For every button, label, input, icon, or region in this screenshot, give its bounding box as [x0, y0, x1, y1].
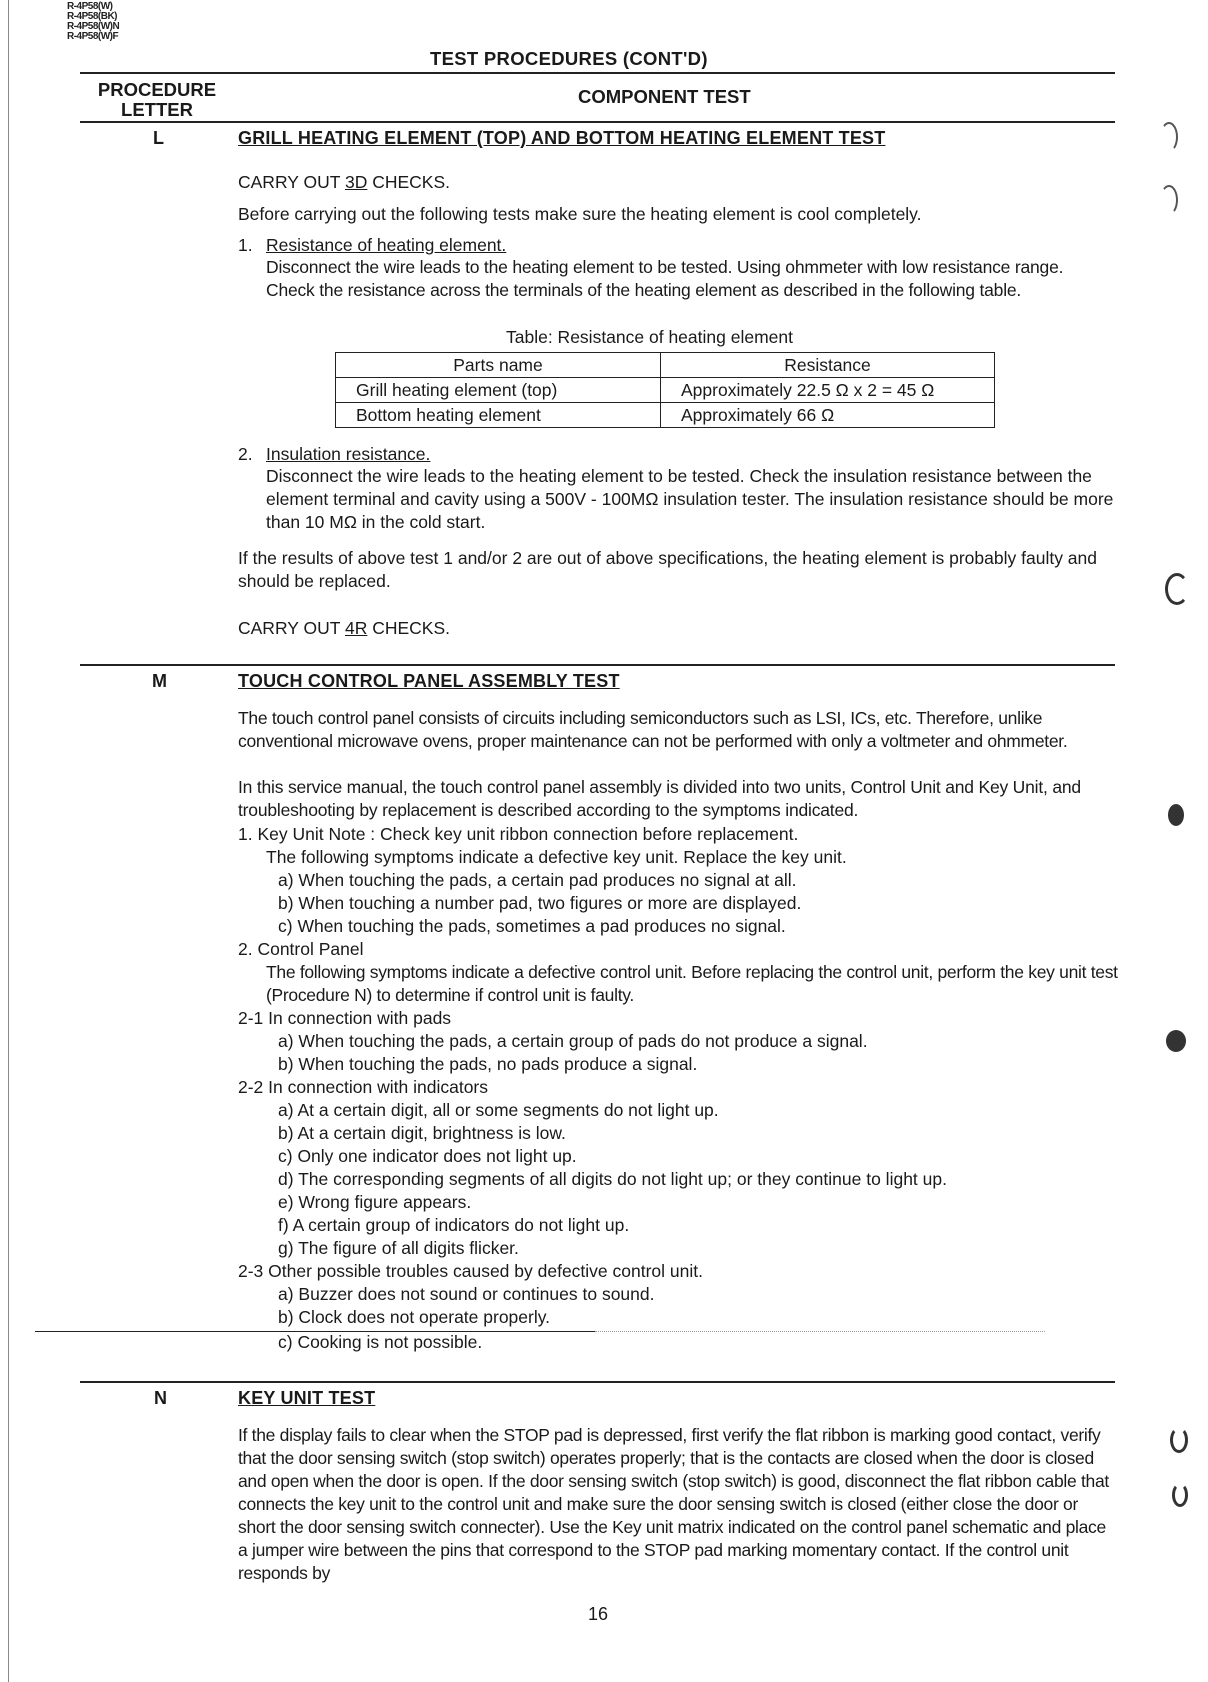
- section-m-para2: In this service manual, the touch control panel assembly is divided into two units, Control Unit and Key Unit, and troubleshooting by replacement is described according to the symptoms indicated.: [238, 777, 1081, 820]
- table-header-row: [336, 353, 995, 378]
- section-divider: [80, 664, 1115, 666]
- table-cell: Bottom heating element: [336, 403, 661, 428]
- section-m-letter: M: [152, 671, 167, 691]
- list-item: b) At a certain digit, brightness is low.: [278, 1123, 566, 1143]
- list-item: c) Only one indicator does not light up.: [278, 1146, 577, 1166]
- model-number: R-4P58(W)N: [67, 21, 120, 32]
- table-cell: Grill heating element (top): [336, 378, 661, 403]
- list-item: b) When touching a number pad, two figures or more are displayed.: [278, 893, 802, 913]
- binder-hole-mark: [1172, 1483, 1188, 1507]
- section-divider: [80, 1381, 1115, 1383]
- section-l-title: GRILL HEATING ELEMENT (TOP) AND BOTTOM HEATING ELEMENT TEST: [238, 128, 886, 148]
- page-title: TEST PROCEDURES (CONT'D): [430, 48, 708, 69]
- item2-body: Disconnect the wire leads to the heating element to be tested. Check the insulation resistance between the element terminal and cavity using a 500V - 100MΩ insulation tester. The insulation resistance should be more than 10 MΩ in the cold start.: [266, 466, 1114, 532]
- model-list: [67, 2, 119, 42]
- item-number: 1.: [238, 235, 253, 255]
- list-item: b) When touching the pads, no pads produce a signal.: [278, 1054, 698, 1074]
- list-item: g) The figure of all digits flicker.: [278, 1238, 519, 1258]
- list-item: a) At a certain digit, all or some segments do not light up.: [278, 1100, 719, 1120]
- resistance-table: [335, 352, 995, 428]
- item-number: 2.: [238, 444, 253, 464]
- list-item: b) Clock does not operate properly.: [278, 1307, 551, 1327]
- model-number: R-4P58(W)F: [67, 31, 119, 42]
- header-top-rule: [80, 72, 1115, 74]
- table-cell: Approximately 66 Ω: [661, 403, 995, 428]
- table-header-cell: Parts name: [336, 353, 661, 378]
- header-bottom-rule: [80, 121, 1115, 123]
- section-l-intro: Before carrying out the following tests make sure the heating element is cool completely.: [238, 204, 922, 224]
- section-n-title: KEY UNIT TEST: [238, 1388, 376, 1408]
- header-left-line1: PROCEDURE: [97, 79, 217, 100]
- model-number: R-4P58(W): [67, 1, 113, 12]
- item1-body: Disconnect the wire leads to the heating element to be tested. Using ohmmeter with low resistance range. Check the resistance across the terminals of the heating element as described in the following table.: [266, 257, 1064, 300]
- subsection-heading: 2-3 Other possible troubles caused by defective control unit.: [238, 1261, 703, 1281]
- control-panel-heading: 2. Control Panel: [238, 939, 364, 959]
- table-row: [336, 403, 995, 428]
- list-item: a) Buzzer does not sound or continues to sound.: [278, 1284, 655, 1304]
- list-item: d) The corresponding segments of all digits do not light up; or they continue to light up.: [278, 1169, 947, 1189]
- component-test-header: COMPONENT TEST: [578, 86, 751, 107]
- list-item: a) When touching the pads, a certain group of pads do not produce a signal.: [278, 1031, 868, 1051]
- section-n-body: If the display fails to clear when the STOP pad is depressed, first verify the flat ribbon is marking good contact, verify that the door sensing switch (stop switch) operates properly; that is the contacts are closed when the door is closed and open when the door is open. If the door sensing switch (stop switch) is good, disconnect the flat ribbon cable that connects the key unit to the control unit and make sure the door sensing switch is closed (either close the door or short the door sensing switch connecter). Use the Key unit matrix indicated on the control panel schematic and place a jumper wire between the pins that correspond to the STOP pad marking momentary contact. If the control unit responds by: [238, 1425, 1109, 1583]
- binder-hole-mark: [1170, 1427, 1188, 1453]
- page-number: 16: [588, 1604, 609, 1624]
- binder-hole-mark: [1168, 804, 1184, 826]
- control-panel-body: The following symptoms indicate a defective control unit. Before replacing the control unit, perform the key unit test (Procedure N) to determine if control unit is faulty.: [266, 962, 1118, 1005]
- section-l-carry-out-2: CARRY OUT 4R CHECKS.: [238, 618, 451, 638]
- list-item: f) A certain group of indicators do not light up.: [278, 1215, 630, 1235]
- header-left-line2: LETTER: [121, 99, 193, 120]
- list-item: c) When touching the pads, sometimes a pad produces no signal.: [278, 916, 786, 936]
- procedure-letter-header: [92, 80, 222, 120]
- section-l-letter: L: [153, 128, 164, 148]
- key-unit-body: The following symptoms indicate a defective key unit. Replace the key unit.: [266, 847, 847, 867]
- list-item: e) Wrong figure appears.: [278, 1192, 472, 1212]
- table-cell: Approximately 22.5 Ω x 2 = 45 Ω: [661, 378, 995, 403]
- section-m-para1: The touch control panel consists of circuits including semiconductors such as LSI, ICs, etc. Therefore, unlike conventional microwave ovens, proper maintenance can not be performed with only a voltmeter and ohmmeter.: [238, 708, 1068, 751]
- page-join-line-faint: [595, 1331, 1045, 1332]
- binder-hole-mark: [1160, 185, 1178, 215]
- check-code: 3D: [344, 172, 368, 192]
- binder-hole-mark: [1166, 1030, 1186, 1052]
- list-item: a) When touching the pads, a certain pad produces no signal at all.: [278, 870, 797, 890]
- item1-title: Resistance of heating element.: [266, 235, 507, 255]
- binder-hole-mark: [1165, 573, 1189, 605]
- subsection-heading: 2-1 In connection with pads: [238, 1008, 452, 1028]
- table-row: [336, 378, 995, 403]
- model-number: R-4P58(BK): [67, 11, 118, 22]
- list-item: c) Cooking is not possible.: [278, 1332, 483, 1352]
- table-header-cell: Resistance: [661, 353, 995, 378]
- check-code: 4R: [344, 618, 368, 638]
- section-n-letter: N: [154, 1388, 167, 1408]
- subsection-heading: 2-2 In connection with indicators: [238, 1077, 488, 1097]
- section-m-title: TOUCH CONTROL PANEL ASSEMBLY TEST: [238, 671, 620, 691]
- section-l-conclusion: If the results of above test 1 and/or 2 are out of above specifications, the heating element is probably faulty and should be replaced.: [238, 548, 1098, 591]
- binder-hole-mark: [1160, 122, 1178, 152]
- binding-margin-line: [8, 0, 9, 1682]
- key-unit-heading: 1. Key Unit Note : Check key unit ribbon connection before replacement.: [238, 824, 799, 844]
- section-l-carry-out: CARRY OUT 3D CHECKS.: [238, 172, 451, 192]
- table-caption: Table: Resistance of heating element: [506, 327, 793, 347]
- item2-title: Insulation resistance.: [266, 444, 431, 464]
